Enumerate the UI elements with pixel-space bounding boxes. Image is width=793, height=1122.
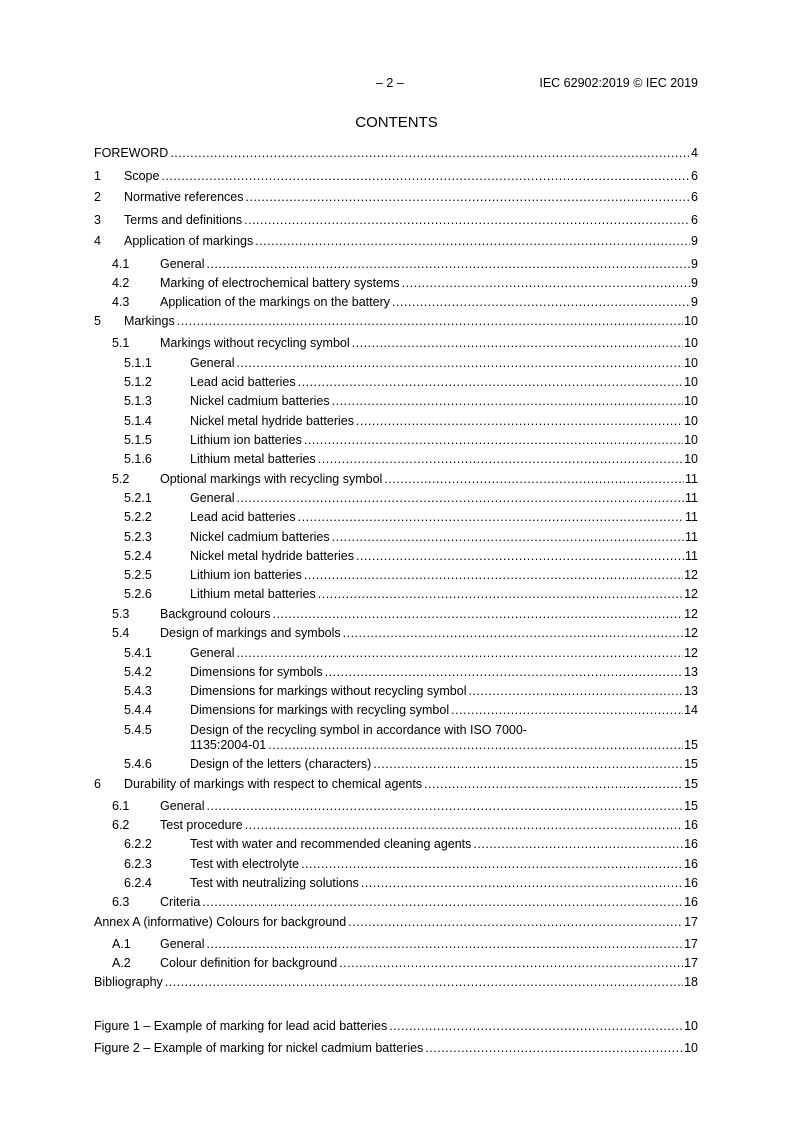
toc-entry-title: Lithium ion batteries: [190, 433, 302, 447]
toc-entry[interactable]: [94, 817, 698, 833]
toc-entry-number: 5.2.1: [124, 491, 152, 505]
toc-entry-page: 9: [691, 234, 698, 248]
toc-entry-number: 6: [94, 777, 101, 791]
toc-entry[interactable]: [94, 145, 698, 161]
toc-entry-page: 15: [684, 777, 698, 791]
toc-entry[interactable]: [94, 509, 698, 525]
toc-entry-title: Marking of electrochemical battery systems: [160, 276, 400, 290]
toc-entry-page: 11: [685, 491, 698, 505]
toc-entry-number: 6.2.3: [124, 857, 152, 871]
toc-entry[interactable]: [94, 212, 698, 228]
page-header: [0, 76, 793, 92]
toc-entry[interactable]: [94, 776, 698, 792]
toc-entry-number: 5.4.3: [124, 684, 152, 698]
toc-entry[interactable]: [94, 914, 698, 930]
toc-entry-title: Design of the letters (characters): [190, 757, 372, 771]
page-title: CONTENTS: [355, 114, 438, 131]
toc-entry-title: Nickel metal hydride batteries: [190, 549, 354, 563]
toc-entry-number: 5.2.3: [124, 530, 152, 544]
toc-entry[interactable]: [94, 936, 698, 952]
toc-entry-page: 15: [684, 738, 698, 752]
toc-entry[interactable]: [94, 875, 698, 891]
figure-list-entry[interactable]: [94, 1018, 698, 1034]
toc-entry-page: 10: [684, 452, 698, 466]
toc-entry-page: 10: [684, 375, 698, 389]
toc-entry-page: 17: [684, 956, 698, 970]
toc-entry[interactable]: [94, 335, 698, 351]
toc-entry-page: 11: [685, 549, 698, 563]
toc-entry[interactable]: [94, 836, 698, 852]
toc-entry-number: 5.4.1: [124, 646, 152, 660]
toc-entry-title: Markings: [124, 314, 175, 328]
toc-entry[interactable]: [94, 567, 698, 583]
figure-list-entry[interactable]: [94, 1040, 698, 1056]
toc-entry-number: 5.1.4: [124, 414, 152, 428]
toc-entry[interactable]: [94, 529, 698, 545]
toc-entry-title: General: [160, 799, 205, 813]
figure-entry-page: 10: [684, 1041, 698, 1055]
toc-entry[interactable]: [94, 471, 698, 487]
toc-entry[interactable]: [94, 548, 698, 564]
toc-entry-title: Background colours: [160, 607, 271, 621]
toc-entry-page: 16: [684, 857, 698, 871]
toc-entry-title: Nickel metal hydride batteries: [190, 414, 354, 428]
toc-entry-page: 6: [691, 169, 698, 183]
toc-entry-title: Test procedure: [160, 818, 243, 832]
toc-entry-number: 5.1: [112, 336, 130, 350]
toc-entry-page: 10: [684, 314, 698, 328]
toc-entry-title: Design of the recycling symbol in accordance with ISO 7000-: [190, 723, 527, 737]
toc-entry-page: 11: [685, 472, 698, 486]
toc-entry-number: 5.2.4: [124, 549, 152, 563]
toc-entry-number: 5.2.2: [124, 510, 152, 524]
toc-entry-title: Optional markings with recycling symbol: [160, 472, 383, 486]
toc-entry-title: Lithium metal batteries: [190, 587, 316, 601]
toc-entry[interactable]: [94, 683, 698, 699]
toc-entry-title: Test with neutralizing solutions: [190, 876, 359, 890]
toc-entry-number: 5: [94, 314, 101, 328]
toc-entry-title: Dimensions for markings with recycling symbol: [190, 703, 450, 717]
toc-entry-number: 6.2: [112, 818, 130, 832]
toc-entry[interactable]: [94, 374, 698, 390]
toc-entry[interactable]: [94, 664, 698, 680]
toc-entry-page: 12: [684, 587, 698, 601]
toc-entry[interactable]: [94, 451, 698, 467]
toc-entry[interactable]: [94, 275, 698, 291]
toc-entry-page: 14: [684, 703, 698, 717]
toc-entry-number: 5.1.2: [124, 375, 152, 389]
toc-entry-number: 1: [94, 169, 101, 183]
toc-entry[interactable]: [94, 256, 698, 272]
toc-entry-page: 10: [684, 414, 698, 428]
toc-entry-number: 6.2.2: [124, 837, 152, 851]
toc-entry-number: 5.1.1: [124, 356, 152, 370]
toc-entry-number: 5.4.5: [124, 723, 152, 737]
toc-entry-page: 6: [691, 190, 698, 204]
toc-entry[interactable]: [94, 722, 698, 754]
toc-entry-title: General: [160, 937, 205, 951]
toc-entry-number: 5.1.3: [124, 394, 152, 408]
toc-entry-number: 4.3: [112, 295, 130, 309]
toc-entry-page: 17: [684, 915, 698, 929]
toc-entry-title: Criteria: [160, 895, 201, 909]
figure-entry-title: Figure 1 – Example of marking for lead acid batteries: [94, 1019, 388, 1033]
toc-entry-page: 10: [684, 394, 698, 408]
toc-entry[interactable]: [94, 586, 698, 602]
toc-entry-number: A.1: [112, 937, 131, 951]
toc-entry-number: 6.2.4: [124, 876, 152, 890]
toc-entry[interactable]: [94, 625, 698, 641]
toc-entry-page: 4: [691, 146, 698, 160]
document-reference: IEC 62902:2019 © IEC 2019: [539, 76, 698, 90]
toc-entry[interactable]: [94, 856, 698, 872]
toc-entry-number: 5.2.5: [124, 568, 152, 582]
toc-entry-title: Terms and definitions: [124, 213, 243, 227]
toc-entry-title: General: [160, 257, 205, 271]
toc-entry[interactable]: [94, 294, 698, 310]
toc-entry-title: General: [190, 356, 235, 370]
toc-entry-number: 5.1.6: [124, 452, 152, 466]
toc-entry-page: 12: [684, 568, 698, 582]
toc-entry[interactable]: [94, 756, 698, 772]
toc-entry[interactable]: [94, 313, 698, 329]
page-number: – 2 –: [376, 76, 404, 90]
toc-entry-number: A.2: [112, 956, 131, 970]
toc-entry-number: 5.4.2: [124, 665, 152, 679]
toc-entry-title: General: [190, 491, 235, 505]
toc-entry-page: 12: [684, 607, 698, 621]
toc-entry-page: 12: [684, 626, 698, 640]
toc-entry-page: 17: [684, 937, 698, 951]
toc-entry-title: Bibliography: [94, 975, 163, 989]
toc-entry-title: Application of markings: [124, 234, 254, 248]
toc-entry-page: 16: [684, 895, 698, 909]
toc-entry-number: 3: [94, 213, 101, 227]
toc-entry-title-continued: 1135:2004-01: [190, 738, 267, 752]
toc-entry[interactable]: [94, 432, 698, 448]
toc-entry-page: 13: [684, 665, 698, 679]
toc-entry-page: 15: [684, 757, 698, 771]
toc-entry-title: Lead acid batteries: [190, 375, 296, 389]
toc-entry-page: 16: [684, 818, 698, 832]
toc-entry-title: Test with electrolyte: [190, 857, 300, 871]
toc-entry-title: Test with water and recommended cleaning agents: [190, 837, 472, 851]
toc-entry-number: 2: [94, 190, 101, 204]
toc-entry[interactable]: [94, 645, 698, 661]
toc-entry[interactable]: [94, 894, 698, 910]
toc-entry[interactable]: [94, 798, 698, 814]
toc-entry-number: 5.2: [112, 472, 130, 486]
figure-entry-title: Figure 2 – Example of marking for nickel cadmium batteries: [94, 1041, 424, 1055]
toc-entry-number: 5.2.6: [124, 587, 152, 601]
toc-entry-title: Nickel cadmium batteries: [190, 530, 330, 544]
toc-entry-page: 10: [684, 433, 698, 447]
toc-entry[interactable]: [94, 606, 698, 622]
toc-entry-title: Colour definition for background: [160, 956, 338, 970]
toc-entry-title: Dimensions for markings without recycling symbol: [190, 684, 467, 698]
toc-entry-number: 5.4.4: [124, 703, 152, 717]
toc-entry[interactable]: [94, 974, 698, 990]
toc-entry-page: 13: [684, 684, 698, 698]
toc-entry-page: 10: [684, 336, 698, 350]
toc-entry-title: Durability of markings with respect to chemical agents: [124, 777, 423, 791]
toc-entry-title: Nickel cadmium batteries: [190, 394, 330, 408]
toc-entry-page: 9: [691, 295, 698, 309]
toc-entry-page: 6: [691, 213, 698, 227]
toc-entry-page: 9: [691, 257, 698, 271]
toc-entry-title: Annex A (informative) Colours for background: [94, 915, 347, 929]
toc-entry[interactable]: [94, 168, 698, 184]
toc-entry-title: Design of markings and symbols: [160, 626, 341, 640]
toc-entry-number: 4.2: [112, 276, 130, 290]
toc-entry-number: 5.4.6: [124, 757, 152, 771]
toc-entry-title: Application of the markings on the battery: [160, 295, 390, 309]
toc-entry-number: 4.1: [112, 257, 130, 271]
toc-entry-page: 11: [685, 530, 698, 544]
toc-entry-page: 16: [684, 837, 698, 851]
toc-entry-number: 6.3: [112, 895, 130, 909]
toc-entry[interactable]: [94, 189, 698, 205]
toc-entry-title: Scope: [124, 169, 160, 183]
toc-entry-number: 4: [94, 234, 101, 248]
toc-entry-page: 15: [684, 799, 698, 813]
toc-entry-title: Lithium ion batteries: [190, 568, 302, 582]
toc-entry-number: 6.1: [112, 799, 130, 813]
toc-entry-page: 12: [684, 646, 698, 660]
figure-entry-page: 10: [684, 1019, 698, 1033]
toc-entry[interactable]: [94, 355, 698, 371]
toc-entry-page: 16: [684, 876, 698, 890]
toc-entry-page: 9: [691, 276, 698, 290]
toc-entry-number: 5.3: [112, 607, 130, 621]
toc-entry-title: Markings without recycling symbol: [160, 336, 350, 350]
toc-entry-page: 11: [685, 510, 698, 524]
toc-entry[interactable]: [94, 413, 698, 429]
toc-entry-page: 10: [684, 356, 698, 370]
toc-entry-number: 5.4: [112, 626, 130, 640]
toc-entry-title: Lithium metal batteries: [190, 452, 316, 466]
toc-entry-title: Lead acid batteries: [190, 510, 296, 524]
toc-entry-title: Dimensions for symbols: [190, 665, 323, 679]
toc-entry-title: General: [190, 646, 235, 660]
toc-entry[interactable]: [94, 393, 698, 409]
toc-entry[interactable]: [94, 233, 698, 249]
toc-entry[interactable]: [94, 955, 698, 971]
toc-entry[interactable]: [94, 490, 698, 506]
toc-entry-title: Normative references: [124, 190, 244, 204]
toc-entry-page: 18: [684, 975, 698, 989]
toc-entry[interactable]: [94, 702, 698, 718]
toc-entry-title: FOREWORD: [94, 146, 169, 160]
toc-entry-number: 5.1.5: [124, 433, 152, 447]
